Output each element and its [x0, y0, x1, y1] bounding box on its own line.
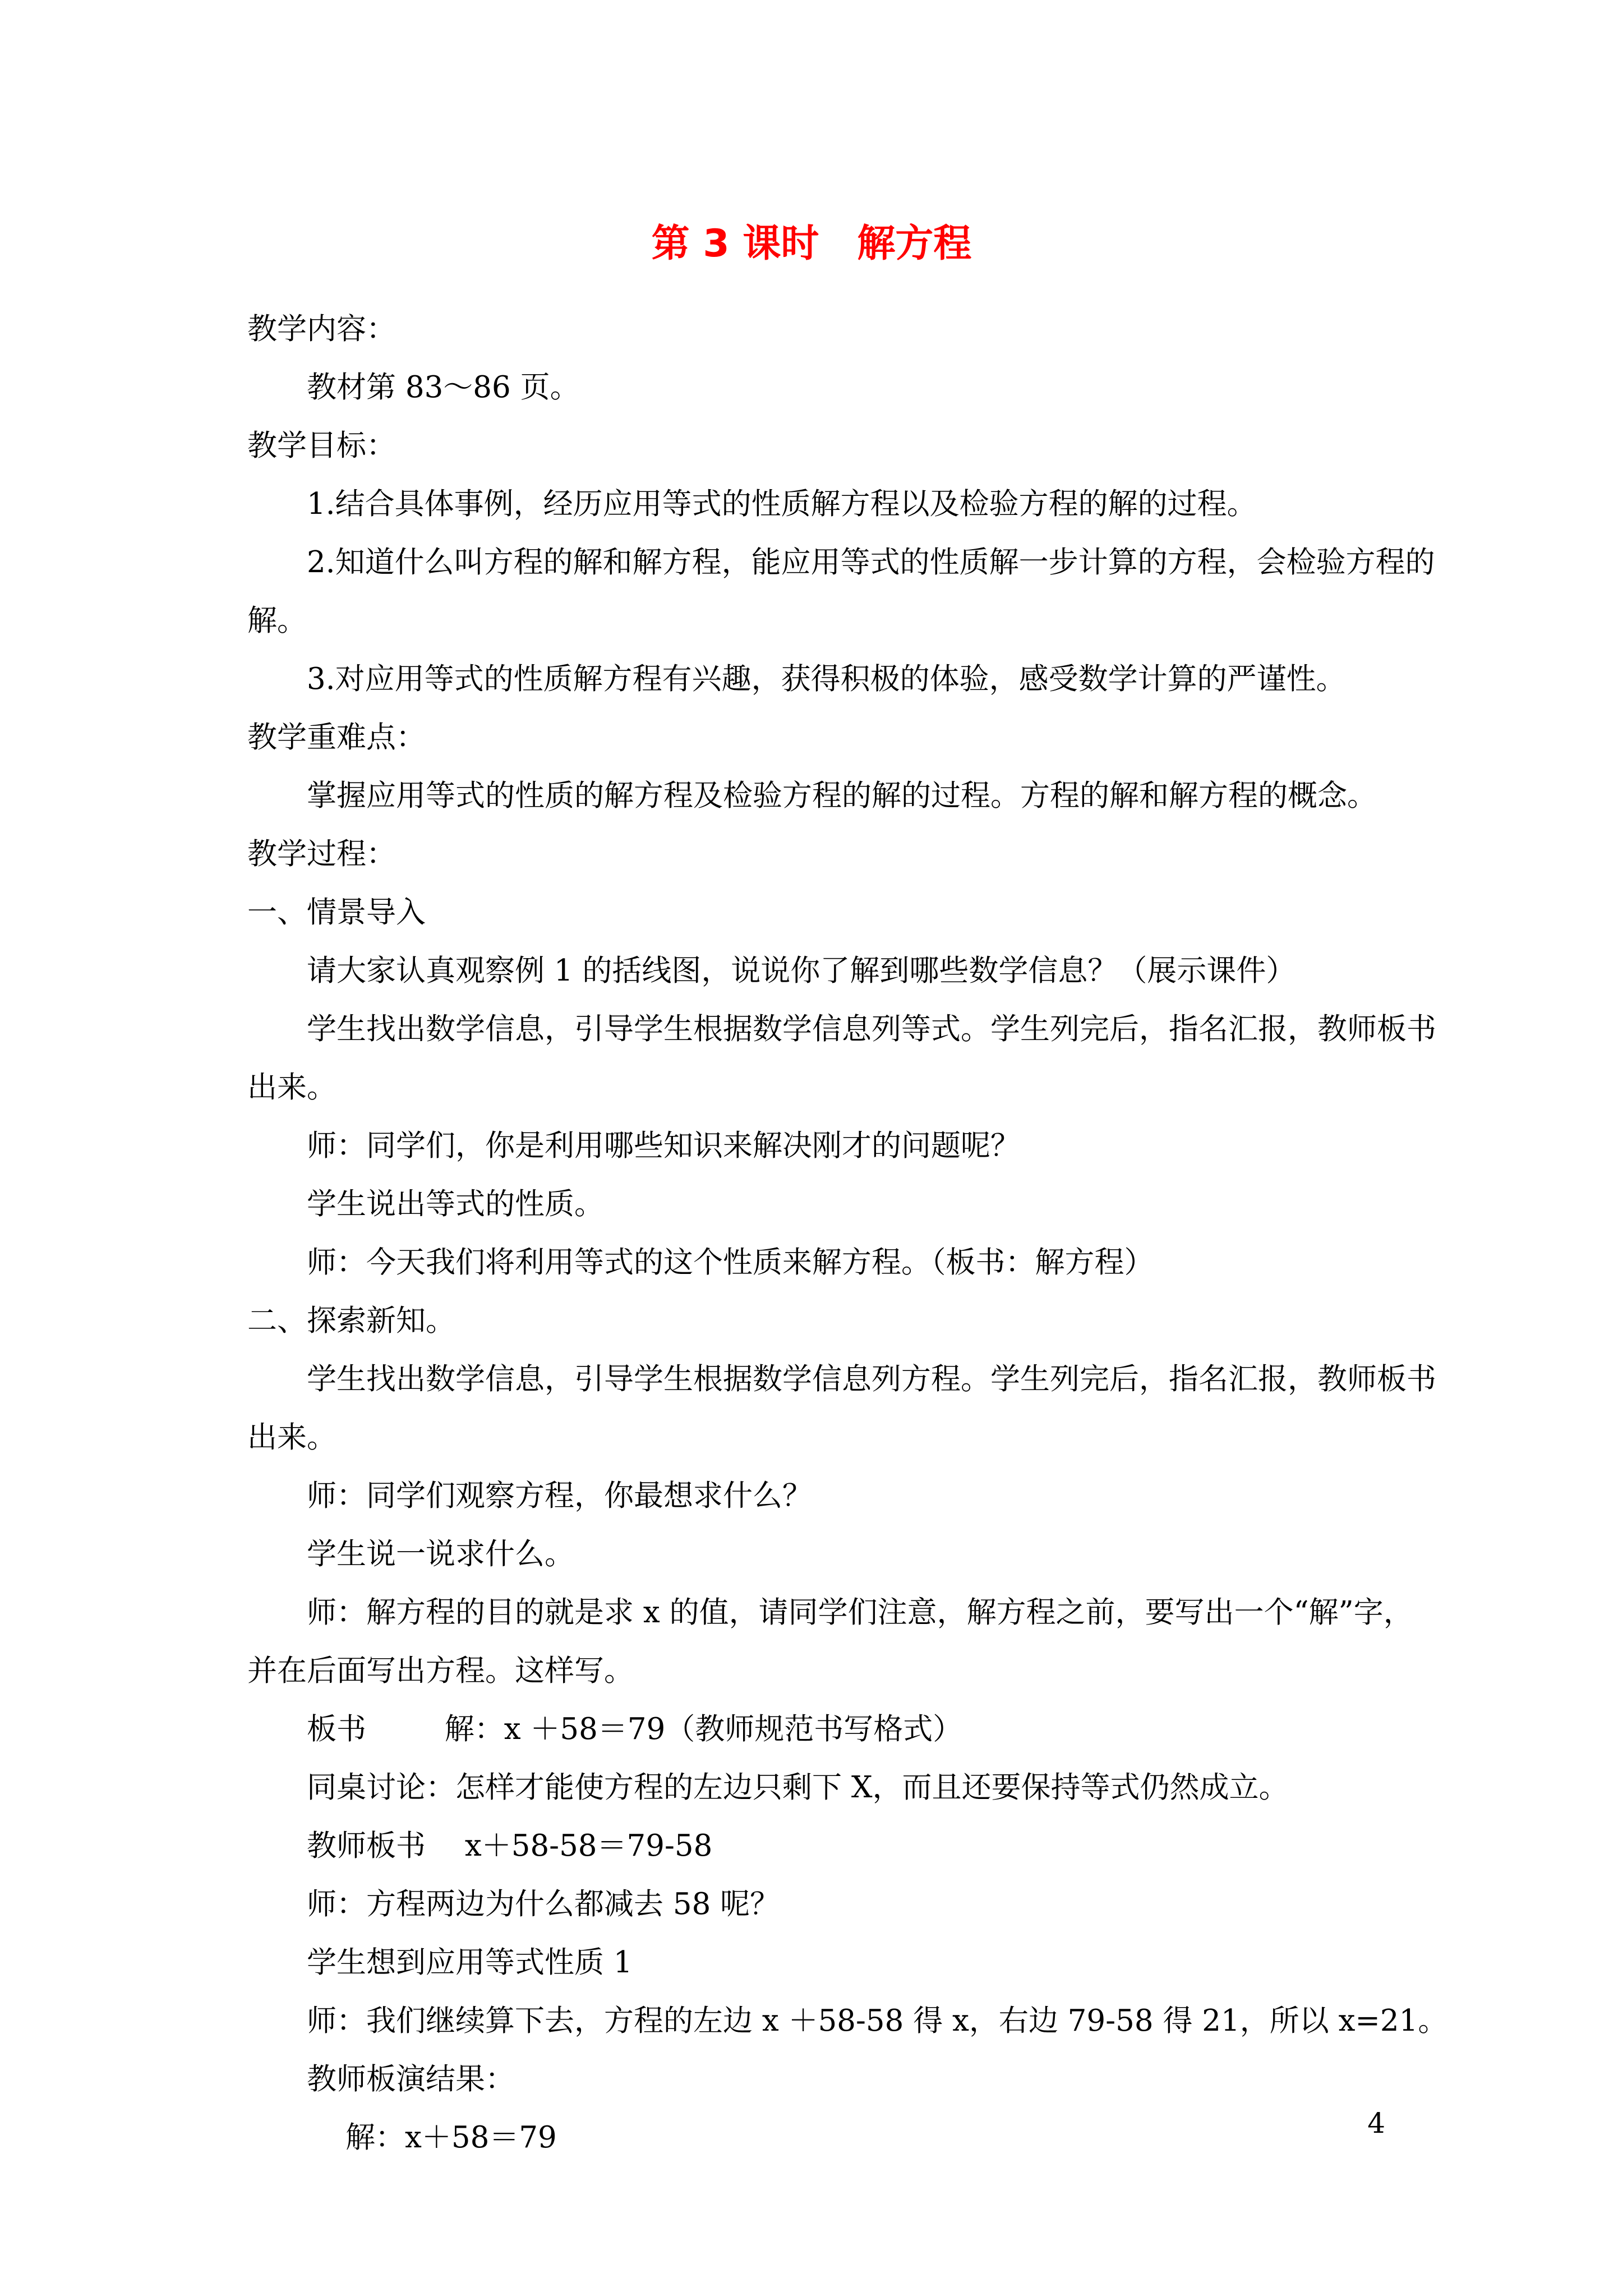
text-line: 解。 [247, 604, 307, 638]
text-line: 3.对应用等式的性质解方程有兴趣，获得积极的体验，感受数学计算的严谨性。 [307, 662, 1346, 696]
text-line: 师：同学们观察方程，你最想求什么？ [307, 1479, 812, 1513]
document-body [247, 300, 1448, 2167]
text-line: 教师板演结果： [307, 2062, 515, 2096]
text-line: 出来。 [247, 1070, 336, 1105]
text-line: 师：同学们，你是利用哪些知识来解决刚才的问题呢？ [307, 1129, 1020, 1163]
text-line: 同桌讨论：怎样才能使方程的左边只剩下 X，而且还要保持等式仍然成立。 [307, 1770, 1289, 1805]
text-line: 学生说一说求什么。 [307, 1537, 574, 1571]
page-title: 第 3 课时 解方程 [651, 222, 972, 266]
text-line: 教师板书 x＋58-58＝79-58 [307, 1829, 713, 1863]
text-line: 学生找出数学信息，引导学生根据数学信息列方程。学生列完后，指名汇报，教师板书 [307, 1362, 1436, 1396]
text-line: 解：x＋58＝79 [345, 2120, 557, 2155]
text-line: 2.知道什么叫方程的解和解方程，能应用等式的性质解一步计算的方程，会检验方程的 [307, 545, 1435, 579]
text-line: 学生说出等式的性质。 [307, 1187, 604, 1221]
text-line: 师：解方程的目的就是求 x 的值，请同学们注意，解方程之前，要写出一个“解”字， [307, 1595, 1413, 1630]
text-line: 板书 解：x ＋58＝79（教师规范书写格式） [307, 1712, 963, 1746]
text-line: 教学重难点： [247, 720, 426, 754]
text-line: 并在后面写出方程。这样写。 [247, 1654, 634, 1688]
text-line: 一、情景导入 [247, 895, 426, 930]
text-line: 学生想到应用等式性质 1 [307, 1945, 633, 1980]
text-line: 教学目标： [247, 429, 396, 463]
text-line: 师：我们继续算下去，方程的左边 x ＋58-58 得 x，右边 79-58 得 21，所以 x=21。 [307, 2004, 1448, 2038]
text-line: 1.结合具体事例，经历应用等式的性质解方程以及检验方程的解的过程。 [307, 487, 1257, 521]
text-line: 师：方程两边为什么都减去 58 呢？ [307, 1887, 780, 1921]
text-line: 教材第 83～86 页。 [307, 370, 580, 404]
text-line: 出来。 [247, 1420, 336, 1455]
text-line: 学生找出数学信息，引导学生根据数学信息列等式。学生列完后，指名汇报，教师板书 [307, 1012, 1436, 1046]
text-line: 二、探索新知。 [247, 1304, 455, 1338]
text-line: 请大家认真观察例 1 的括线图，说说你了解到哪些数学信息？（展示课件） [307, 954, 1296, 988]
text-line: 教学内容： [247, 312, 396, 346]
page-number: 4 [1367, 2107, 1385, 2139]
text-line: 掌握应用等式的性质的解方程及检验方程的解的过程。方程的解和解方程的概念。 [307, 779, 1377, 813]
text-line: 师：今天我们将利用等式的这个性质来解方程。（板书：解方程） [307, 1245, 1154, 1280]
text-line: 教学过程： [247, 837, 396, 871]
